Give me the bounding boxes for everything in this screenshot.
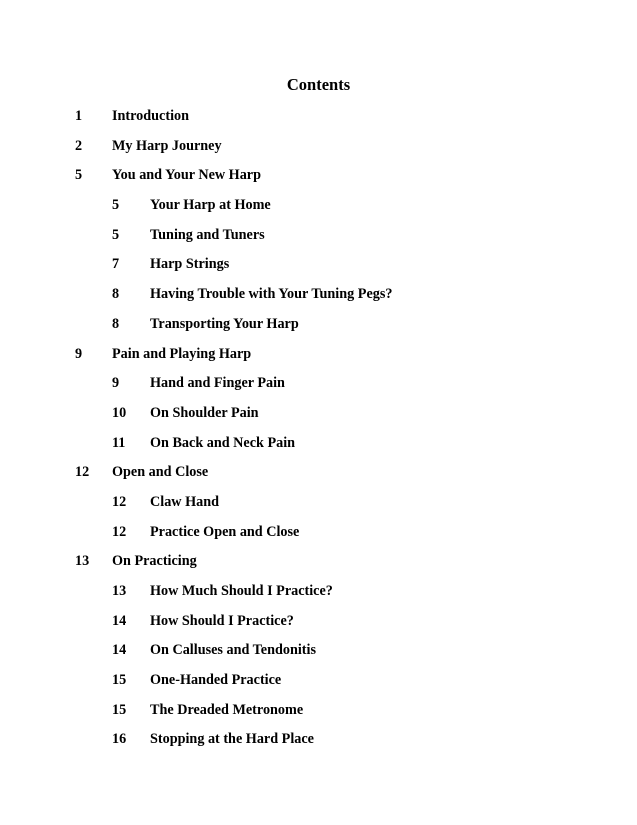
toc-entry xyxy=(0,195,637,225)
toc-entry xyxy=(0,700,637,730)
toc-page-number: 11 xyxy=(112,434,126,451)
toc-entry-title: Introduction xyxy=(112,108,189,124)
toc-entry-title: Hand and Finger Pain xyxy=(150,375,285,392)
page-title: Contents xyxy=(286,75,351,94)
toc-entry xyxy=(0,581,637,611)
toc-entry xyxy=(0,640,637,670)
toc-page-number: 15 xyxy=(112,672,127,689)
toc-page-number: 12 xyxy=(75,464,90,481)
toc-entry xyxy=(0,284,637,314)
toc-entry xyxy=(0,373,637,403)
table-of-contents xyxy=(0,106,637,759)
toc-entry-title: On Back and Neck Pain xyxy=(150,434,296,451)
toc-entry-title: How Much Should I Practice? xyxy=(150,583,333,599)
toc-page-number: 7 xyxy=(112,256,120,273)
toc-entry-title: Tuning and Tuners xyxy=(150,226,265,243)
toc-page-number: 5 xyxy=(112,197,120,214)
toc-entry xyxy=(0,254,637,284)
toc-page-number: 5 xyxy=(75,167,83,184)
toc-entry-title: Pain and Playing Harp xyxy=(112,345,252,362)
toc-page-number: 12 xyxy=(112,493,127,510)
toc-entry-title: One-Handed Practice xyxy=(150,672,282,689)
toc-entry xyxy=(0,551,637,581)
toc-page-number: 9 xyxy=(75,345,83,362)
toc-entry-title: Transporting Your Harp xyxy=(150,315,299,332)
toc-entry xyxy=(0,225,637,255)
toc-entry xyxy=(0,611,637,641)
toc-page-number: 14 xyxy=(112,612,127,629)
toc-page-number: 12 xyxy=(112,523,127,540)
toc-entry-title: The Dreaded Metronome xyxy=(150,701,304,718)
toc-page-number: 13 xyxy=(75,553,90,570)
toc-entry-title: Claw Hand xyxy=(150,493,219,510)
toc-entry-title: On Calluses and Tendonitis xyxy=(150,642,316,659)
toc-page-number: 13 xyxy=(112,583,127,599)
toc-entry xyxy=(0,344,637,374)
toc-entry xyxy=(0,403,637,433)
toc-page-number: 16 xyxy=(112,731,127,748)
toc-page-number: 1 xyxy=(75,108,83,124)
toc-entry xyxy=(0,106,637,136)
toc-page-number: 14 xyxy=(112,642,127,659)
toc-entry-title: On Shoulder Pain xyxy=(150,404,259,421)
toc-page-number: 10 xyxy=(112,404,127,421)
toc-page-number: 5 xyxy=(112,226,120,243)
toc-entry-title: On Practicing xyxy=(112,553,197,570)
toc-page-number: 8 xyxy=(112,315,120,332)
toc-page-number: 9 xyxy=(112,375,120,392)
toc-entry-title: Practice Open and Close xyxy=(150,523,300,540)
toc-entry-title: You and Your New Harp xyxy=(112,167,261,184)
toc-entry xyxy=(0,492,637,522)
toc-entry xyxy=(0,136,637,166)
toc-entry xyxy=(0,165,637,195)
toc-entry-title: My Harp Journey xyxy=(112,137,222,154)
toc-entry xyxy=(0,314,637,344)
toc-entry xyxy=(0,729,637,759)
toc-entry xyxy=(0,462,637,492)
toc-page-number: 15 xyxy=(112,701,127,718)
toc-entry-title: Having Trouble with Your Tuning Pegs? xyxy=(150,286,393,303)
toc-entry-title: How Should I Practice? xyxy=(150,612,294,629)
toc-entry xyxy=(0,522,637,552)
toc-entry xyxy=(0,433,637,463)
toc-entry-title: Open and Close xyxy=(112,464,209,481)
toc-page-number: 8 xyxy=(112,286,120,303)
toc-entry xyxy=(0,670,637,700)
toc-entry-title: Stopping at the Hard Place xyxy=(150,731,314,748)
toc-entry-title: Harp Strings xyxy=(150,256,230,273)
toc-page-number: 2 xyxy=(75,137,83,154)
toc-entry-title: Your Harp at Home xyxy=(150,197,271,214)
